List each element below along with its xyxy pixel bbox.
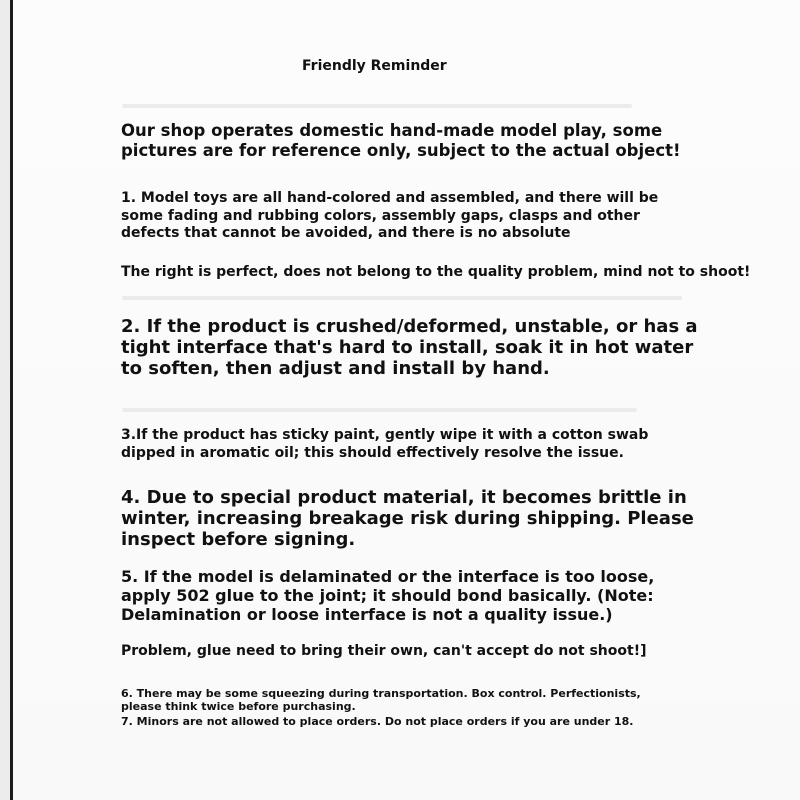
page-left-margin (0, 0, 10, 800)
point-1-line: some fading and rubbing colors, assembly gaps, clasps and other (121, 207, 640, 224)
faded-line (122, 296, 682, 300)
point-5-line: 5. If the model is delaminated or the interface is too loose, (121, 567, 655, 586)
point-4-line: inspect before signing. (121, 529, 356, 550)
intro-line: pictures are for reference only, subject to the actual object! (121, 141, 681, 160)
point-3 (121, 426, 648, 462)
faded-line (122, 408, 637, 412)
intro-paragraph (121, 121, 681, 161)
point-4-line: winter, increasing breakage risk during shipping. Please (121, 508, 694, 529)
page-title: Friendly Reminder (302, 58, 447, 74)
point-1-line: defects that cannot be avoided, and there is no absolute (121, 225, 571, 241)
point-7: 7. Minors are not allowed to place orders. Do not place orders if you are under 18. (121, 715, 634, 728)
point-3-line: 3.If the product has sticky paint, gently wipe it with a cotton swab (121, 427, 649, 443)
point-3-line: dipped in aromatic oil; this should effectively resolve the issue. (121, 445, 624, 461)
point-1-line: 1. Model toys are all hand-colored and assembled, and there will be (121, 190, 659, 206)
intro-line: Our shop operates domestic hand-made model play, some (121, 121, 663, 140)
point-2-line: 2. If the product is crushed/deformed, unstable, or has a (121, 316, 698, 337)
faded-line (122, 104, 632, 108)
point-1 (121, 190, 658, 243)
point-2-line: tight interface that's hard to install, soak it in hot water (121, 337, 694, 358)
point-2 (121, 316, 698, 379)
point-5 (121, 567, 654, 624)
point-6-line: please think twice before purchasing. (121, 700, 356, 713)
point-5-continued: Problem, glue need to bring their own, can't accept do not shoot!] (121, 643, 647, 659)
point-6-line: 6. There may be some squeezing during transportation. Box control. Perfectionists, (121, 687, 641, 700)
point-5-line: Delamination or loose interface is not a quality issue.) (121, 605, 613, 624)
point-2-line: to soften, then adjust and install by hand. (121, 358, 550, 379)
point-5-line: apply 502 glue to the joint; it should bond basically. (Note: (121, 586, 654, 605)
point-1-continued: The right is perfect, does not belong to the quality problem, mind not to shoot! (121, 264, 751, 280)
point-4-line: 4. Due to special product material, it becomes brittle in (121, 487, 687, 508)
point-6 (121, 687, 641, 713)
page-left-border (10, 0, 13, 800)
point-4 (121, 487, 694, 550)
